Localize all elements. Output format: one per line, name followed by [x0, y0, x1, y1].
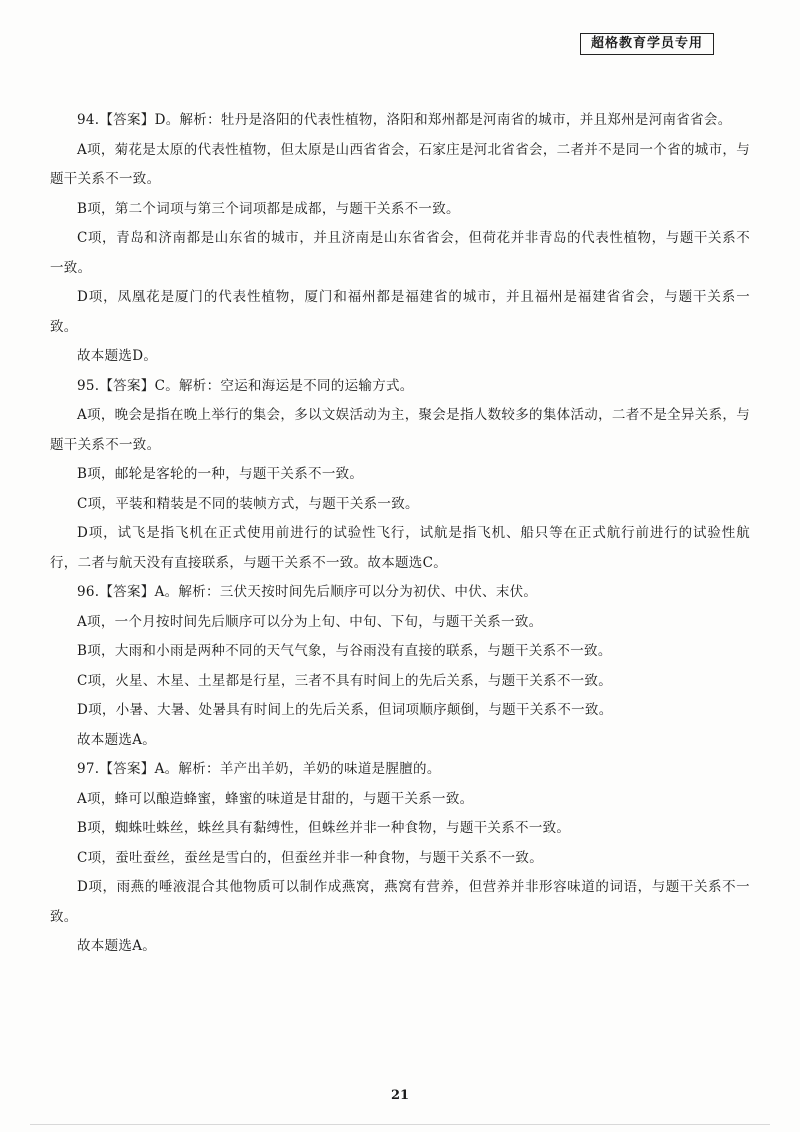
page-number: 21 — [390, 1088, 410, 1103]
paragraph-q97-option-d: D项，雨燕的唾液混合其他物质可以制作成燕窝，燕窝有营养，但营养并非形容味道的词语，与题干关系不一致。 — [50, 879, 750, 925]
paragraph-q95-option-a: A项，晚会是指在晚上举行的集会，多以文娱活动为主，聚会是指人数较多的集体活动，二者不是全异关系，与题干关系不一致。 — [50, 407, 750, 453]
answer-explanations — [50, 106, 750, 962]
paragraph-q97-conclusion: 故本题选A。 — [77, 938, 157, 954]
paragraph-q97-answer: 97.【答案】A。解析：羊产出羊奶，羊奶的味道是腥膻的。 — [77, 761, 441, 777]
paragraph-q94-option-c: C项，青岛和济南都是山东省的城市，并且济南是山东省省会，但荷花并非青岛的代表性植物，与题干关系不一致。 — [50, 230, 750, 276]
paragraph-q96-option-c: C项，火星、木星、土星都是行星，三者不具有时间上的先后关系，与题干关系不一致。 — [77, 672, 613, 689]
paragraph-q97-option-a: A项，蜂可以酿造蜂蜜，蜂蜜的味道是甘甜的，与题干关系一致。 — [77, 790, 474, 807]
paragraph-q95-option-d: D项，试飞是指飞机在正式使用前进行的试验性飞行，试航是指飞机、船只等在正式航行前进行的试验性航行，二者与航天没有直接联系，与题干关系不一致。故本题选C。 — [50, 525, 750, 571]
paragraph-q95-option-b: B项，邮轮是客轮的一种，与题干关系不一致。 — [77, 466, 364, 482]
paragraph-q96-option-a: A项，一个月按时间先后顺序可以分为上旬、中旬、下旬，与题干关系一致。 — [77, 613, 543, 630]
paragraph-q94-conclusion: 故本题选D。 — [77, 348, 158, 364]
paragraph-q94-option-a: A项，菊花是太原的代表性植物，但太原是山西省省会，石家庄是河北省省会，二者并不是同一个省的城市，与题干关系不一致。 — [50, 141, 750, 187]
paragraph-q95-answer: 95.【答案】C。解析：空运和海运是不同的运输方式。 — [77, 377, 414, 394]
header-badge: 超格教育学员专用 — [580, 33, 714, 55]
paragraph-q96-option-d: D项，小暑、大暑、处暑具有时间上的先后关系，但词项顺序颠倒，与题干关系不一致。 — [77, 702, 613, 718]
paragraph-q94-answer: 94.【答案】D。解析：牡丹是洛阳的代表性植物，洛阳和郑州都是河南省的城市，并且郑州是河南省省会。 — [77, 112, 732, 128]
paragraph-q94-option-b: B项，第二个词项与第三个词项都是成都，与题干关系不一致。 — [77, 200, 460, 217]
paragraph-q96-option-b: B项，大雨和小雨是两种不同的天气气象，与谷雨没有直接的联系，与题干关系不一致。 — [77, 643, 612, 659]
paragraph-q94-option-d: D项，凤凰花是厦门的代表性植物，厦门和福州都是福建省的城市，并且福州是福建省省会，与题干关系一致。 — [50, 289, 750, 335]
paragraph-q95-option-c: C项，平装和精装是不同的装帧方式，与题干关系一致。 — [77, 495, 419, 512]
paragraph-q96-conclusion: 故本题选A。 — [77, 731, 157, 748]
bottom-divider — [30, 1124, 770, 1125]
paragraph-q96-answer: 96.【答案】A。解析：三伏天按时间先后顺序可以分为初伏、中伏、末伏。 — [77, 584, 538, 600]
paragraph-q97-option-b: B项，蜘蛛吐蛛丝，蛛丝具有黏缚性，但蛛丝并非一种食物，与题干关系不一致。 — [77, 820, 571, 836]
paragraph-q97-option-c: C项，蚕吐蚕丝，蚕丝是雪白的，但蚕丝并非一种食物，与题干关系不一致。 — [77, 849, 544, 866]
